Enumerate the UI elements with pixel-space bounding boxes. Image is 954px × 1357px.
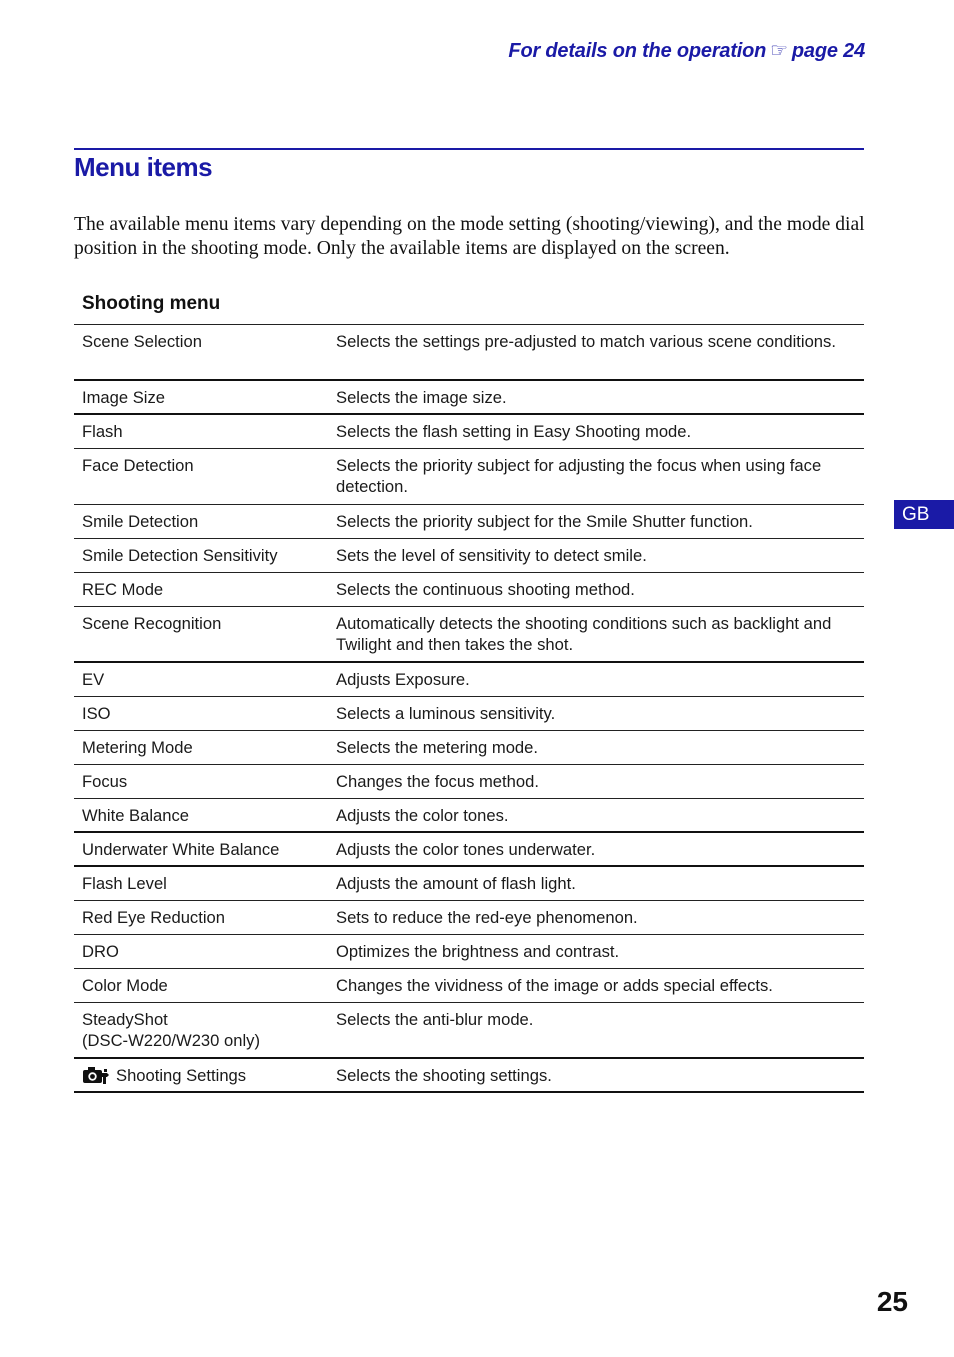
table-row	[74, 901, 864, 935]
menu-item-name: White Balance	[82, 806, 189, 825]
table-heading: Shooting menu	[82, 293, 221, 314]
title-rule	[74, 148, 864, 150]
table-row	[74, 765, 864, 799]
menu-item-description: Selects the image size.	[336, 388, 507, 407]
menu-item-name: Smile Detection Sensitivity	[82, 546, 278, 565]
reference-text: For details on the operation	[508, 40, 767, 62]
table-row	[74, 505, 864, 539]
menu-item-description: Selects the shooting settings.	[336, 1066, 552, 1085]
table-row	[74, 573, 864, 607]
menu-item-description: Adjusts the amount of flash light.	[336, 874, 576, 893]
menu-item-name: Metering Mode	[82, 738, 193, 757]
menu-item-description: Automatically detects the shooting conditions such as backlight and Twilight and then takes the shot.	[336, 614, 832, 654]
table-row	[74, 1003, 864, 1059]
table-row	[74, 1059, 864, 1093]
menu-item-description: Adjusts the color tones.	[336, 806, 509, 825]
menu-item-description: Selects a luminous sensitivity.	[336, 704, 556, 723]
language-tab: GB	[894, 500, 954, 529]
table-row	[74, 325, 864, 381]
menu-item-description: Changes the focus method.	[336, 772, 539, 791]
menu-item-description: Adjusts Exposure.	[336, 670, 470, 689]
menu-item-name: Smile Detection	[82, 512, 199, 531]
table-row	[74, 969, 864, 1003]
menu-item-description: Selects the metering mode.	[336, 738, 538, 757]
table-row	[74, 935, 864, 969]
reference-page-link[interactable]: page 24	[791, 40, 865, 62]
menu-item-description: Changes the vividness of the image or adds special effects.	[336, 976, 773, 995]
intro-paragraph: The available menu items vary depending on the mode setting (shooting/viewing), and the mode dial position in the shooting mode. Only the available items are displayed on the screen.	[74, 214, 865, 259]
table-row	[74, 539, 864, 573]
menu-item-model-note: (DSC-W220/W230 only)	[82, 1031, 260, 1050]
menu-item-description: Selects the continuous shooting method.	[336, 580, 635, 599]
page-number: 25	[876, 1286, 908, 1317]
shooting-menu-table	[74, 324, 864, 1093]
camera-settings-icon	[82, 1065, 110, 1090]
table-row	[74, 663, 864, 697]
menu-item-description: Selects the settings pre-adjusted to match various scene conditions.	[336, 332, 836, 351]
menu-item-description: Selects the anti-blur mode.	[336, 1010, 534, 1029]
table-row	[74, 731, 864, 765]
page-title: Menu items	[74, 152, 213, 182]
table-row	[74, 799, 864, 833]
menu-item-name: Face Detection	[82, 456, 194, 475]
menu-item-name: Flash	[82, 422, 123, 441]
menu-item-description: Sets the level of sensitivity to detect smile.	[336, 546, 647, 565]
menu-item-name: Scene Selection	[82, 332, 202, 351]
pointing-hand-icon: ☞	[770, 40, 788, 62]
table-row	[74, 381, 864, 415]
menu-item-description: Adjusts the color tones underwater.	[336, 840, 596, 859]
menu-item-description: Optimizes the brightness and contrast.	[336, 942, 620, 961]
table-row	[74, 415, 864, 449]
menu-item-name: EV	[82, 670, 105, 689]
table-row	[74, 607, 864, 663]
operation-reference	[508, 38, 865, 63]
menu-item-label: SteadyShot	[82, 1010, 168, 1029]
menu-item-name	[74, 1003, 328, 1057]
menu-item-name: Focus	[82, 772, 128, 791]
menu-item-name: DRO	[82, 942, 119, 961]
menu-item-description: Selects the priority subject for adjusting the focus when using face detection.	[336, 456, 822, 496]
menu-item-description: Selects the priority subject for the Smile Shutter function.	[336, 512, 753, 531]
menu-item-name: Underwater White Balance	[82, 840, 280, 859]
menu-item-name: ISO	[82, 704, 111, 723]
menu-item-name: Color Mode	[82, 976, 168, 995]
menu-item-label: Shooting Settings	[116, 1066, 247, 1085]
menu-item-description: Selects the flash setting in Easy Shooting mode.	[336, 422, 692, 441]
table-row	[74, 833, 864, 867]
table-row	[74, 449, 864, 505]
menu-item-name: Flash Level	[82, 874, 167, 893]
menu-item-name: Red Eye Reduction	[82, 908, 225, 927]
table-row	[74, 697, 864, 731]
menu-item-name: Image Size	[82, 388, 166, 407]
menu-item-name	[74, 1059, 328, 1091]
menu-item-name: REC Mode	[82, 580, 164, 599]
menu-item-name: Scene Recognition	[82, 614, 222, 633]
menu-item-description: Sets to reduce the red-eye phenomenon.	[336, 908, 638, 927]
table-row	[74, 867, 864, 901]
